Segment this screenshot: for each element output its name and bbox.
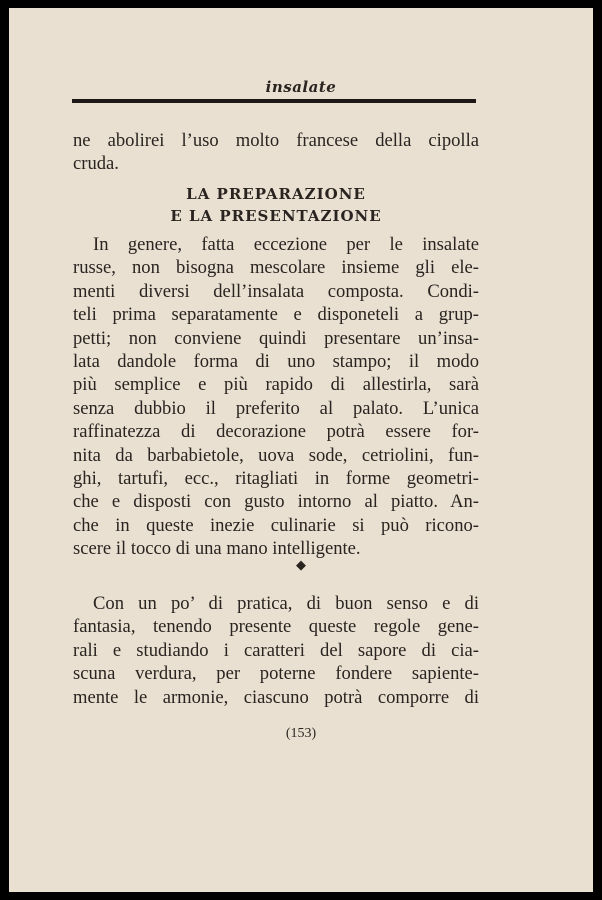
section-title-line: E LA PRESENTAZIONE (170, 207, 382, 225)
header-rule (72, 99, 476, 103)
section-title (73, 183, 479, 227)
page-number: (153) (285, 726, 317, 741)
lead-text (73, 129, 479, 176)
text-line: ne abolirei l’uso molto francese della cipolla (73, 130, 479, 151)
text-line: scuna verdura, per poterne fondere sapiente- (73, 663, 479, 685)
running-head: insalate (265, 78, 337, 96)
text-line: raffinatezza di decorazione potrà essere for- (73, 421, 479, 443)
text-line: cruda. (73, 153, 119, 175)
text-line: scere il tocco di una mano intelligente. (73, 538, 361, 560)
text-line: mente le armonie, ciascuno potrà comporre di (73, 686, 479, 708)
text-line: ghi, tartufi, ecc., ritagliati in forme geometri- (73, 468, 479, 490)
text-line: senza dubbio il preferito al palato. L’unica (73, 397, 479, 419)
text-line: menti diversi dell’insalata composta. Condi- (73, 280, 479, 302)
text-line: che e disposti con gusto intorno al piatto. An- (73, 491, 479, 513)
text-line: lata dandole forma di uno stampo; il modo (73, 351, 479, 373)
section-title-line: LA PREPARAZIONE (186, 185, 366, 203)
text-line: petti; non conviene quindi presentare un’insa- (73, 327, 479, 349)
text-line: rali e studiando i caratteri del sapore di cia- (73, 639, 479, 661)
paragraph-1 (73, 233, 479, 561)
diamond-separator-icon: ◆ (296, 558, 306, 573)
book-page (9, 8, 593, 892)
text-line: fantasia, tenendo presente queste regole gene- (73, 616, 479, 638)
text-line: che in queste inezie culinarie si può ricono- (73, 514, 479, 536)
text-line: In genere, fatta eccezione per le insalate (93, 234, 479, 255)
text-line: Con un po’ di pratica, di buon senso e di (93, 593, 479, 614)
paragraph-2 (73, 592, 479, 709)
text-line: teli prima separatamente e disponeteli a grup- (73, 304, 479, 326)
text-line: nita da barbabietole, uova sode, cetriolini, fun- (73, 444, 479, 466)
text-line: più semplice e più rapido di allestirla, sarà (73, 374, 479, 396)
text-line: russe, non bisogna mescolare insieme gli ele- (73, 257, 479, 279)
